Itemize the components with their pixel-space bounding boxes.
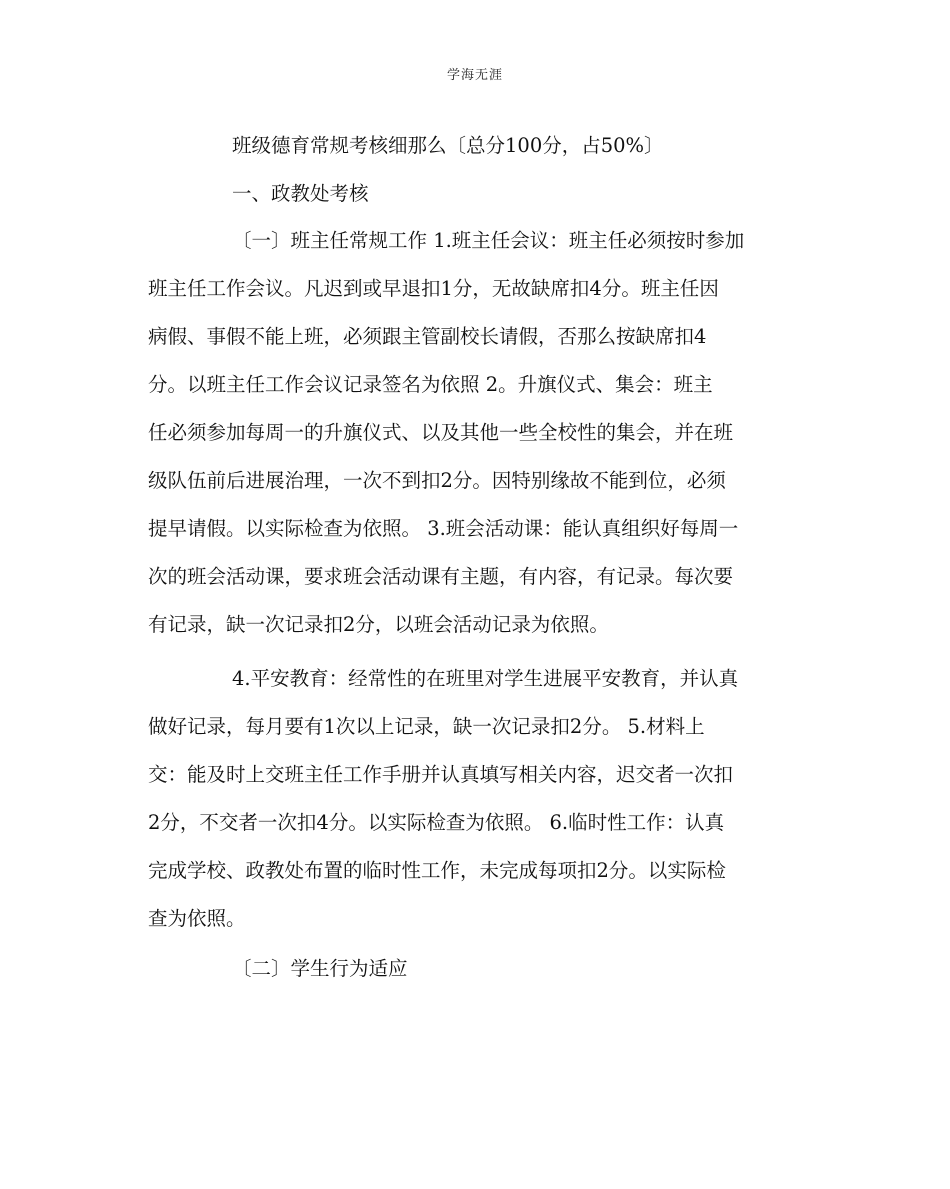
section-heading-2: 〔二〕学生行为适应 [232,957,408,980]
paragraph-line: 有记录，缺一次记录扣2分，以班会活动记录为依照。 [148,613,609,636]
paragraph-line: 任必须参加每周一的升旗仪式、以及其他一些全校性的集会，并在班 [148,421,734,444]
paragraph-line: 级队伍前后进展治理，一次不到扣2分。因特别缘故不能到位，必须 [148,469,726,492]
paragraph-line: 做好记录，每月要有1次以上记录，缺一次记录扣2分。 5.材料上 [148,715,705,738]
paragraph-line: 次的班会活动课，要求班会活动课有主题，有内容，有记录。每次要 [148,565,734,588]
section-heading-1: 一、政教处考核 [232,182,369,205]
paragraph-line: 〔一〕班主任常规工作 1.班主任会议：班主任必须按时参加 [232,229,745,252]
paragraph-line: 交：能及时上交班主任工作手册并认真填写相关内容，迟交者一次扣 [148,763,734,786]
paragraph-line: 完成学校、政教处布置的临时性工作，未完成每项扣2分。以实际检 [148,859,726,882]
paragraph-line: 4.平安教育：经常性的在班里对学生进展平安教育，并认真 [232,667,739,690]
paragraph-line: 班主任工作会议。凡迟到或早退扣1分，无故缺席扣4分。班主任因 [148,277,719,300]
document-title: 班级德育常规考核细那么〔总分100分，占50%〕 [232,134,664,157]
paragraph-line: 分。以班主任工作会议记录签名为依照 2。升旗仪式、集会：班主 [148,373,713,396]
paragraph-line: 病假、事假不能上班，必须跟主管副校长请假，否那么按缺席扣4 [148,325,707,348]
paragraph-line: 提早请假。以实际检查为依照。 3.班会活动课：能认真组织好每周一 [148,517,739,540]
page-header: 学海无涯 [446,68,503,83]
paragraph-line: 查为依照。 [148,907,246,930]
paragraph-line: 2分，不交者一次扣4分。以实际检查为依照。 6.临时性工作：认真 [148,811,725,834]
